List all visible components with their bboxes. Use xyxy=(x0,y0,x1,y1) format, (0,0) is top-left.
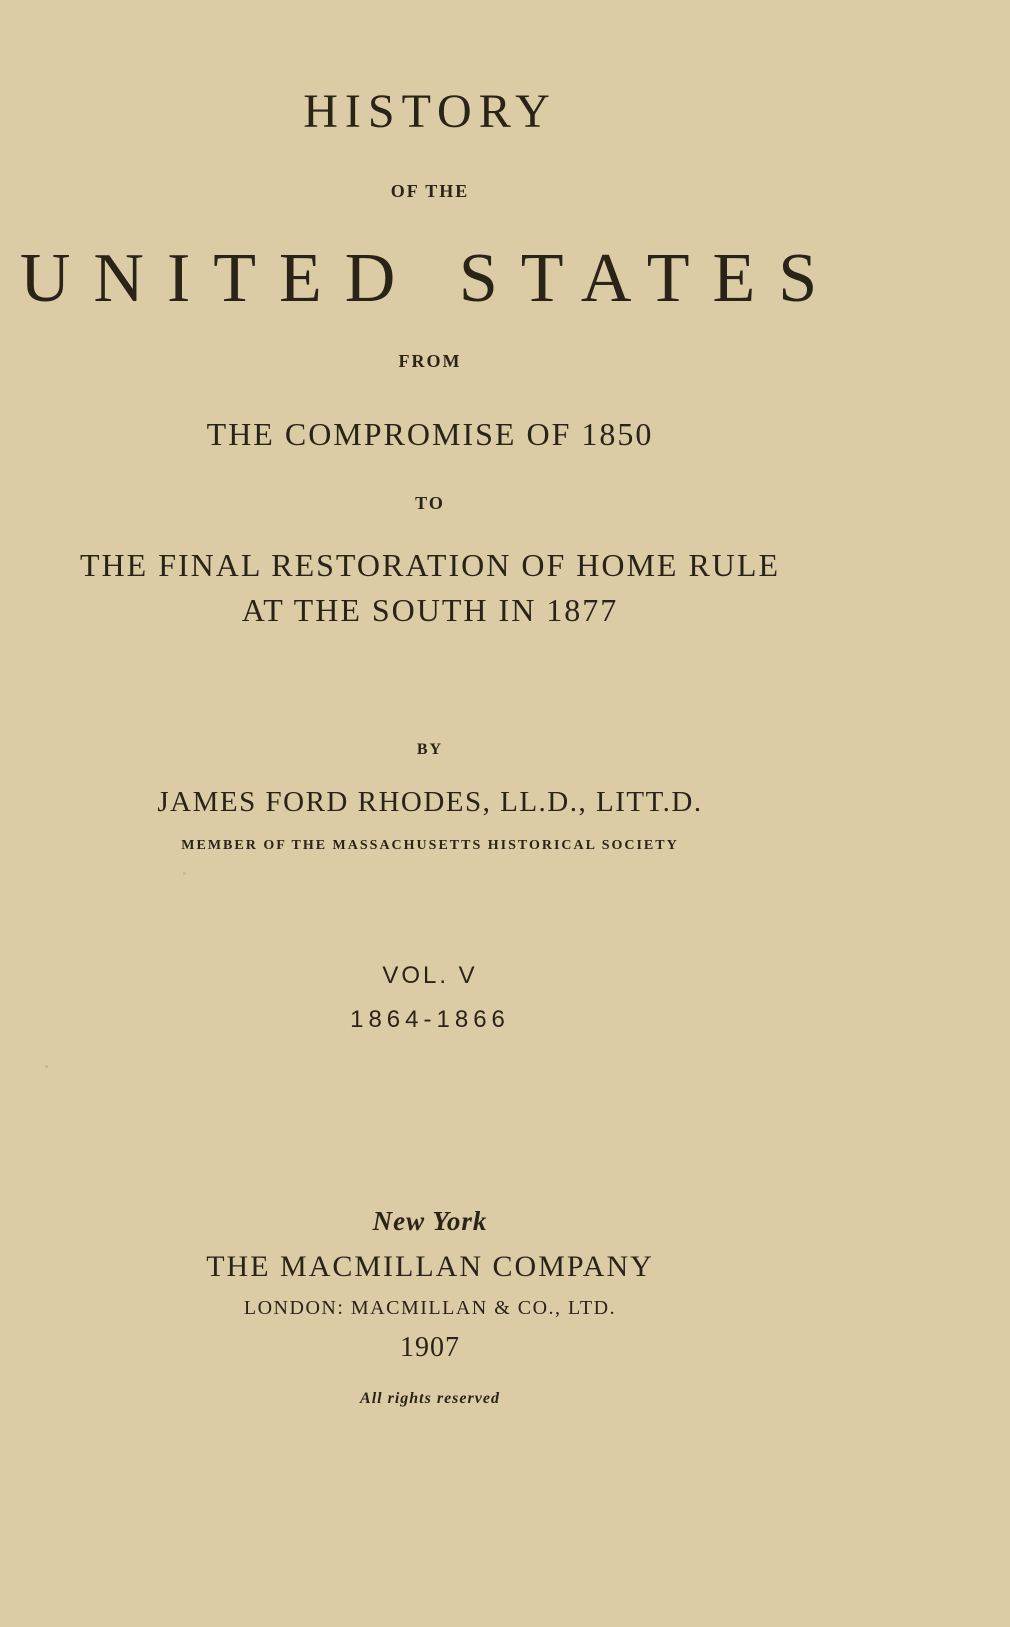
book-subject: UNITED STATES xyxy=(19,240,841,317)
publication-year: 1907 xyxy=(400,1332,460,1363)
book-title: HISTORY xyxy=(303,85,557,138)
rights-notice: All rights reserved xyxy=(360,1390,500,1407)
paper-speck xyxy=(183,872,186,875)
paper-speck xyxy=(45,1065,48,1068)
title-connector-from: FROM xyxy=(398,351,462,371)
london-publisher: LONDON: MACMILLAN & CO., LTD. xyxy=(243,1297,617,1319)
end-event-line-1: THE FINAL RESTORATION OF HOME RULE xyxy=(80,547,780,583)
volume-number: VOL. V xyxy=(382,962,478,989)
title-connector-to: TO xyxy=(415,493,445,513)
title-connector-of-the: OF THE xyxy=(390,181,470,201)
author-affiliation: MEMBER OF THE MASSACHUSETTS HISTORICAL SOCIETY xyxy=(181,838,679,853)
by-label: BY xyxy=(416,741,444,758)
end-event-line-2: AT THE SOUTH IN 1877 xyxy=(241,592,619,628)
publisher-name: THE MACMILLAN COMPANY xyxy=(206,1250,654,1283)
publication-city: New York xyxy=(372,1206,488,1236)
start-event: THE COMPROMISE OF 1850 xyxy=(206,416,654,452)
volume-years: 1864-1866 xyxy=(350,1006,510,1033)
author-name: JAMES FORD RHODES, LL.D., LITT.D. xyxy=(157,786,703,818)
